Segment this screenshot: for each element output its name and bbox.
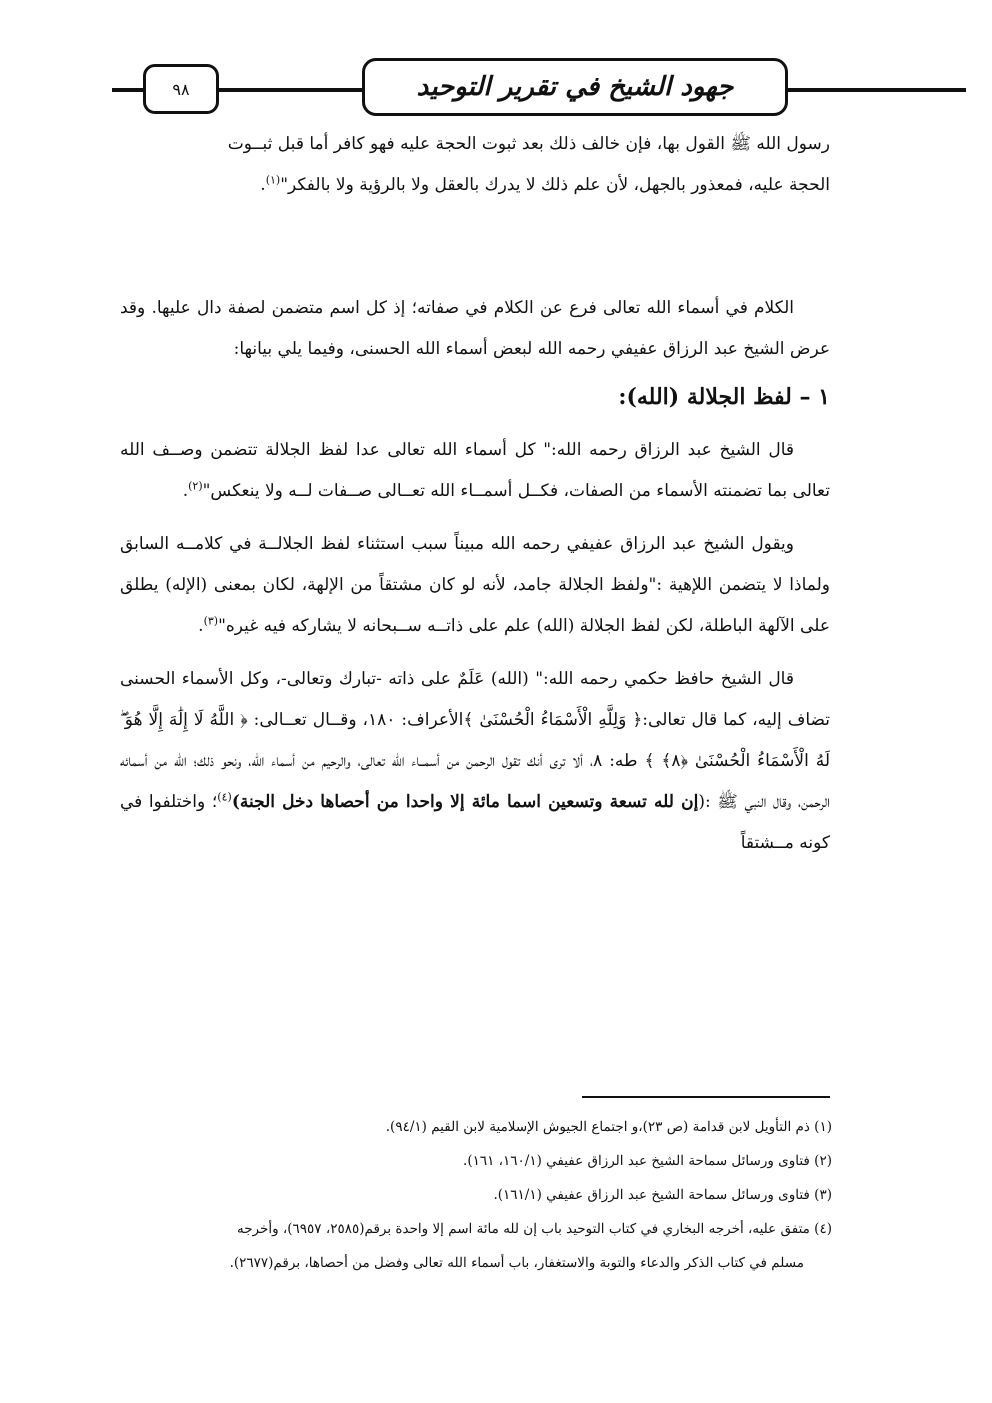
footnote-3: (٣) فتاوى ورسائل سماحة الشيخ عبد الرزاق عفيفي (١٦١/١). xyxy=(493,1187,832,1203)
footnotes xyxy=(110,1110,832,1280)
paragraph-1-text: الحجة عليه، فمعذور بالجهل، لأن علم ذلك لا يدرك بالعقل ولا بالرؤية ولا بالفكر" xyxy=(280,175,830,195)
book-title: جهود الشيخ في تقرير التوحيد xyxy=(362,58,788,116)
section-heading: ١ – لفظ الجلالة (الله): xyxy=(618,384,830,410)
footnote-ref-2: (٢) xyxy=(188,479,203,493)
hadith-quote: إن لله تسعة وتسعين اسما مائة إلا واحدا من أحصاها دخل الجنة) xyxy=(231,792,699,812)
paragraph-4: ويقول الشيخ عبد الرزاق عفيفي رحمه الله مبيناً سبب استثناء لفظ الجلالــة في كلامــه السابق ولماذا لا يتضمن اللإهية :"ولفظ الجلالة جامد، لأنه لو كان مشتقاً من الإلهة، لكان بمعنى (الإله) يطلق على الآلهة الباطلة، لكن لفظ الجلالة (الله) علم على ذاتــه ســبحانه لا يشاركه فيه غيره"$^{(٣)}$. xyxy=(120,534,830,636)
paragraph-4-text: ويقول الشيخ عبد الرزاق عفيفي رحمه الله مبيناً سبب استثناء لفظ الجلالــة في كلامــه السابق ولماذا لا يتضمن اللإهية :"ولفظ الجلالة جامد، لأنه لو كان مشتقاً من الإلهة، لكان بمعنى (الإله) يطلق على الآلهة الباطلة، لكن لفظ الجلالة (الله) علم على ذاتــه ســبحانه لا يشاركه فيه غيره" xyxy=(120,534,830,636)
main-text xyxy=(120,124,830,864)
footnote-separator xyxy=(582,1096,830,1098)
header-rule-middle xyxy=(212,88,364,92)
footnote-2: (٢) فتاوى ورسائل سماحة الشيخ عبد الرزاق عفيفي (١٦٠/١، ١٦١). xyxy=(463,1153,832,1169)
paragraph-5-end: ؛ واختلفوا في كونه مــشتقاً xyxy=(120,792,830,853)
footnote-1: (١) ذم التأويل لابن قدامة (ص ٢٣)،و اجتماع الجيوش الإسلامية لابن القيم (٩٤/١). xyxy=(385,1119,832,1135)
paragraph-3: قال الشيخ عبد الرزاق رحمه الله:" كل أسماء الله تعالى عدا لفظ الجلالة تتضمن وصــف الله تعالى بما تضمنته الأسماء من الصفات، فكــل أسمــاء الله تعــالى صــفات لــه ولا ينعكس"$^{(٢)}$. xyxy=(120,440,830,501)
paragraph-5 xyxy=(120,659,830,864)
footnote-ref-1: (١) xyxy=(265,173,281,187)
paragraph-1-line-1: رسول الله ﷺ القول بها، فإن خالف ذلك بعد ثبوت الحجة عليه فهو كافر أما قبل ثبــوت xyxy=(227,134,830,154)
paragraph-1-line-2: الحجة عليه، فمعذور بالجهل، لأن علم ذلك لا يدرك بالعقل ولا بالرؤية ولا بالفكر"$^{(١)}$. xyxy=(260,173,830,195)
footnote-ref-3: (٣) xyxy=(203,614,219,628)
footnote-4-continued: مسلم في كتاب الذكر والدعاء والتوبة والاستغفار، باب أسماء الله تعالى وفضل من أحصاها، برقم(٢٦٧٧). xyxy=(229,1255,804,1271)
page-number: ٩٨ xyxy=(143,64,219,114)
paragraph-3-text: قال الشيخ عبد الرزاق رحمه الله:" كل أسماء الله تعالى عدا لفظ الجلالة تتضمن وصــف الله تعالى بما تضمنته الأسماء من الصفات، فكــل أسمــاء الله تعــالى صــفات لــه ولا ينعكس" xyxy=(120,440,830,501)
footnote-4: (٤) متفق عليه، أخرجه البخاري في كتاب التوحيد باب إن لله مائة اسم إلا واحدة برقم(٢٥٨٥، ٦٩٥٧)، وأخرجه xyxy=(236,1221,832,1237)
paragraph-2: الكلام في أسماء الله تعالى فرع عن الكلام في صفاته؛ إذ كل اسم متضمن لصفة دال عليها. وقد عرض الشيخ عبد الرزاق عفيفي رحمه الله لبعض أسماء الله الحسنى، وفيما يلي بيانها: xyxy=(120,298,830,359)
header-rule-left xyxy=(112,88,146,92)
footnote-ref-4: (٤) xyxy=(217,790,232,804)
header-rule-right xyxy=(780,88,966,92)
paragraph-5-text: قال الشيخ حافظ حكمي رحمه الله:" (الله) عَلَمٌ على ذاته -تبارك وتعالى-، وكل الأسماء الحسنى تضاف إليه، كما قال تعالى:﴿ وَلِلَّهِ الْأَسْمَاءُ الْحُسْنَىٰ ﴾الأعراف: ١٨٠، وقــال تعــالى: ﴿ اللَّهُ لَا إِلَٰهَ إِلَّا هُوَ ۖ لَهُ الْأَسْمَاءُ الْحُسْنَىٰ ﴿٨﴾ ﴾ طه: ٨، ألا ترى أنك تقول الرحمن من أسمــاء الله تعالى، والرحيم من أسماء الله، ونحو ذلك؛ الله من أسمائه الرحمن، وقال النبي ﷺ :( xyxy=(120,669,831,812)
page-header xyxy=(0,0,992,120)
